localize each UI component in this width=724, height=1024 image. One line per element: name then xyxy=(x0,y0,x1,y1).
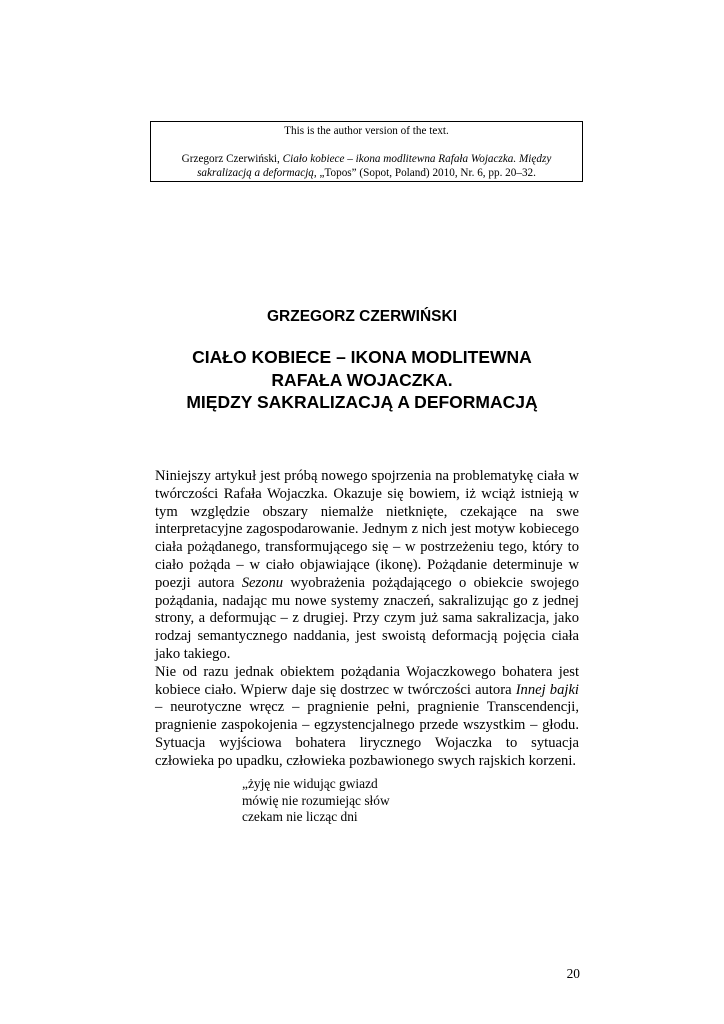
title-line: RAFAŁA WOJACZKA. xyxy=(271,369,453,390)
citation-box xyxy=(150,121,583,182)
title-line: MIĘDZY SAKRALIZACJĄ A DEFORMACJĄ xyxy=(186,392,538,412)
paragraph-text: Niniejszy artykuł jest próbą nowego spojrzenia na problematykę ciała w twórczości Rafała Wojaczka. Okazuje się bowiem, iż wciąż istnieją w tym względzie obszary niemalże nietknięte, czekające na swe interpretacyjne zagospodarowanie. Jednym z nich jest motyw kobiecego ciała pożądanego, transformującego się – w postrzeżeniu tego, który to ciało pożąda – w ciało objawiające (ikonę). Pożądanie determinuje w poezji autora xyxy=(155,468,579,591)
title-line: CIAŁO KOBIECE – IKONA MODLITEWNA xyxy=(192,347,532,367)
body-paragraph-1 xyxy=(155,468,579,664)
paragraph-text: – neurotyczne wręcz – pragnienie pełni, pragnienie Transcendencji, pragnienie zaspokojenia – egzystencjalnego przede wszystkim – głodu. Sytuacja wyjściowa bohatera lirycznego Wojaczka to sytuacja człowieka po upadku, człowieka pozbawionego swych rajskich korzeni. xyxy=(155,699,579,769)
article-author: GRZEGORZ CZERWIŃSKI xyxy=(266,308,458,325)
citation-text xyxy=(157,152,576,181)
poem-line: czekam nie licząc dni xyxy=(242,809,358,825)
page-number: 20 xyxy=(566,966,580,981)
citation-title: Ciało kobiece – ikona modlitewna Rafała Wojaczka. Między sakralizacją a deformacją xyxy=(197,152,552,179)
poem-line: „żyję nie widując gwiazd xyxy=(242,776,378,791)
citation-author: Grzegorz Czerwiński, xyxy=(181,152,283,165)
italic-title-innej-bajki: Innej bajki xyxy=(515,681,579,698)
paragraph-text: wyobrażenia pożądającego o obiekcie swojego pożądania, nadając mu nowe systemy znaczeń, sakralizując go z jednej strony, a deformując – z drugiej. Przy czym już sama sakralizacja, jako rodzaj semantycznego naddania, jest swoistą deformacją pojęcia ciała jako takiego. xyxy=(155,574,579,662)
citation-source: , „Topos” (Sopot, Poland) 2010, Nr. 6, pp. 20–32. xyxy=(313,167,536,179)
article-title xyxy=(0,346,724,414)
body-paragraph-2 xyxy=(155,664,579,771)
poem-quote xyxy=(242,776,390,826)
author-version-notice: This is the author version of the text. xyxy=(284,125,449,137)
paragraph-text: Nie od razu jednak obiektem pożądania Wojaczkowego bohatera jest kobiece ciało. Wpierw daje się dostrzec w twórczości autora xyxy=(155,663,579,698)
article-body xyxy=(155,468,579,771)
poem-line: mówię nie rozumiejąc słów xyxy=(242,792,390,808)
italic-title-sezonu: Sezonu xyxy=(241,574,284,591)
